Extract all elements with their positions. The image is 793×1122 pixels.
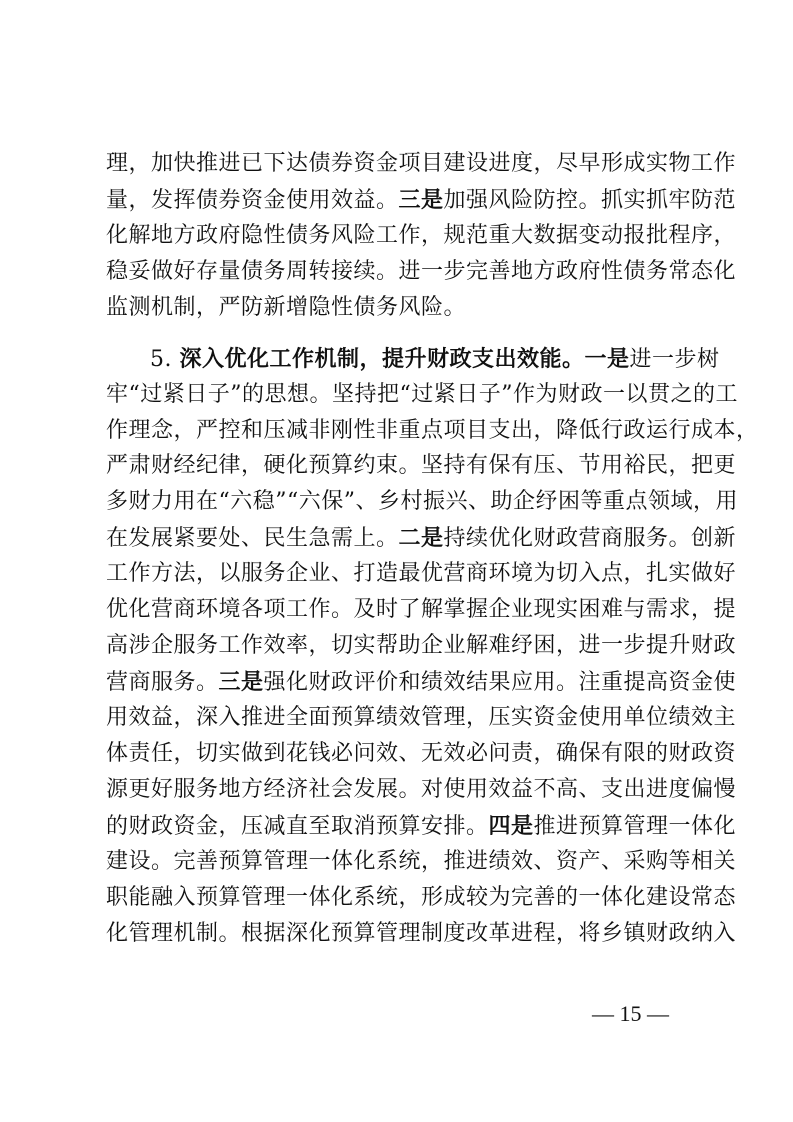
bold-text-segment: 深入优化工作机制，提升财政支出效能。一是 [179, 346, 630, 372]
text-segment: 加强风险防控。抓实抓牢防范 [443, 188, 737, 213]
text-segment: 5. [150, 347, 180, 372]
text-segment: 持续优化财政营商服务。创新 [443, 526, 737, 551]
text-segment: 稳妥做好存量债务周转接续。进一步完善地方政府性债务常态化 [106, 259, 737, 284]
text-segment: 源更好服务地方经济社会发展。对使用效益不高、支出进度偏慢 [106, 777, 737, 802]
text-segment: 推进预算管理一体化 [533, 814, 737, 839]
text-segment: 优化营商环境各项工作。及时了解掌握企业现实困难与需求，提 [106, 597, 737, 622]
text-line [150, 345, 720, 373]
text-line [106, 596, 737, 624]
text-line [106, 258, 737, 286]
text-line [106, 560, 737, 588]
bold-text-segment: 三是 [398, 187, 444, 213]
text-segment: 监测机制，严防新增隐性债务风险。 [106, 295, 467, 320]
text-line [106, 740, 737, 768]
text-line [106, 222, 737, 250]
text-line [106, 417, 759, 445]
text-segment: 体责任，切实做到花钱必问效、无效必问责，确保有限的财政资 [106, 741, 737, 766]
text-segment: 多财力用在“六稳”“六保”、乡村振兴、助企纾困等重点领域，用 [106, 489, 738, 514]
text-segment: 职能融入预算管理一体化系统，形成较为完善的一体化建设常态 [106, 885, 737, 910]
text-segment: 牢“过紧日子”的思想。坚持把“过紧日子”作为财政一以贯之的工 [106, 382, 738, 407]
text-segment: 的财政资金，压减直至取消预算安排。 [106, 814, 489, 839]
text-segment: 进一步树 [629, 347, 720, 372]
text-line [106, 186, 737, 214]
text-line [106, 381, 738, 409]
text-segment: 理，加快推进已下达债券资金项目建设进度，尽早形成实物工作 [106, 151, 737, 176]
bold-text-segment: 四是 [488, 813, 534, 839]
text-segment: 建设。完善预算管理一体化系统，推进绩效、资产、采购等相关 [106, 849, 737, 874]
text-segment: 化解地方政府隐性债务风险工作，规范重大数据变动报批程序， [106, 223, 737, 248]
text-segment: 强化财政评价和绩效结果应用。注重提高资金使 [263, 670, 737, 695]
text-line [106, 452, 737, 480]
text-line [106, 632, 737, 660]
text-segment: 作理念，严控和压减非刚性非重点项目支出，降低行政运行成本， [106, 418, 759, 443]
text-line [106, 812, 737, 840]
text-line [106, 668, 737, 696]
text-line [106, 294, 684, 322]
page-number: — 15 — [592, 1001, 669, 1026]
text-line [106, 848, 737, 876]
text-line [106, 524, 737, 552]
text-segment: 化管理机制。根据深化预算管理制度改革进程，将乡镇财政纳入 [106, 921, 737, 946]
text-line [106, 776, 737, 804]
text-line [106, 920, 737, 948]
text-segment: 量，发挥债券资金使用效益。 [106, 188, 399, 213]
text-line [106, 150, 737, 178]
text-segment: 工作方法，以服务企业、打造最优营商环境为切入点，扎实做好 [106, 561, 737, 586]
bold-text-segment: 二是 [398, 525, 444, 551]
text-line [106, 704, 737, 732]
text-segment: 营商服务。 [106, 670, 219, 695]
text-segment: 用效益，深入推进全面预算绩效管理，压实资金使用单位绩效主 [106, 705, 737, 730]
bold-text-segment: 三是 [218, 669, 264, 695]
text-segment: 高涉企服务工作效率，切实帮助企业解难纾困，进一步提升财政 [106, 633, 737, 658]
text-line [106, 488, 738, 516]
text-segment: 在发展紧要处、民生急需上。 [106, 526, 399, 551]
text-line [106, 884, 737, 912]
text-segment: 严肃财经纪律，硬化预算约束。坚持有保有压、节用裕民，把更 [106, 453, 737, 478]
